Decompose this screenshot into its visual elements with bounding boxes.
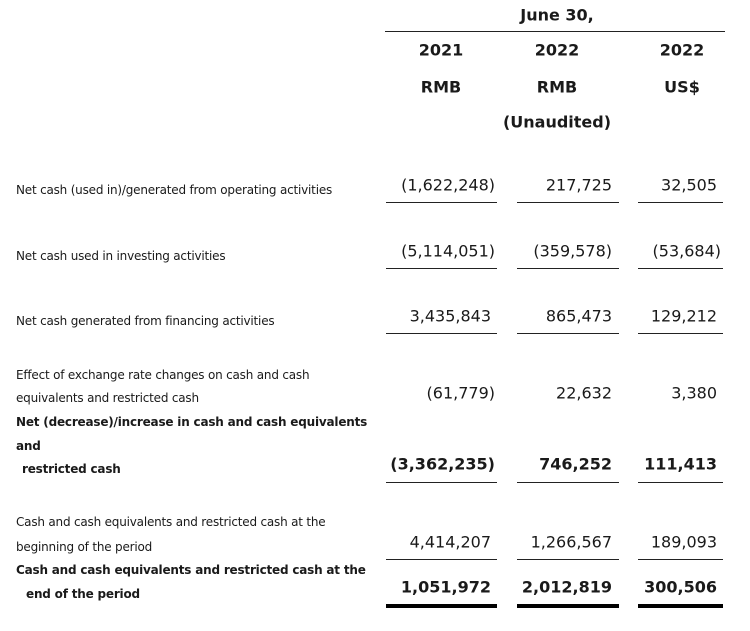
value-beginning-2021: 4,414,207 bbox=[409, 532, 491, 552]
underline bbox=[517, 333, 619, 334]
value-end-2022-rmb: 2,012,819 bbox=[521, 577, 612, 597]
period-header: June 30, bbox=[520, 5, 594, 25]
value-exchange-2022-rmb: 22,632 bbox=[556, 383, 612, 403]
total-underline bbox=[517, 604, 619, 608]
row-label-net-change: Net (decrease)/increase in cash and cash equivalents bbox=[16, 415, 368, 429]
value-beginning-2022-rmb: 1,266,567 bbox=[530, 532, 612, 552]
underline bbox=[386, 559, 497, 560]
row-label-end: Cash and cash equivalents and restricted cash at the bbox=[16, 563, 366, 577]
underline bbox=[386, 202, 497, 203]
col-2021-year: 2021 bbox=[418, 40, 464, 60]
row-label-exchange: Effect of exchange rate changes on cash and cash bbox=[16, 368, 310, 382]
underline bbox=[638, 268, 723, 269]
row-label-investing: Net cash used in investing activities bbox=[16, 249, 226, 263]
underline bbox=[386, 333, 497, 334]
value-financing-2021: 3,435,843 bbox=[409, 306, 491, 326]
value-exchange-2022-usd: 3,380 bbox=[671, 383, 717, 403]
col-2022-rmb-currency: RMB bbox=[536, 77, 578, 97]
underline bbox=[517, 559, 619, 560]
row-label-end-cont: end of the period bbox=[26, 587, 140, 601]
value-beginning-2022-usd: 189,093 bbox=[650, 532, 717, 552]
row-label-operating: Net cash (used in)/generated from operating activities bbox=[16, 183, 333, 197]
value-end-2022-usd: 300,506 bbox=[644, 577, 717, 597]
row-label-financing: Net cash generated from financing activities bbox=[16, 314, 275, 328]
col-2022-usd-year: 2022 bbox=[659, 40, 705, 60]
value-exchange-2021: (61,779) bbox=[426, 383, 495, 403]
underline bbox=[638, 333, 723, 334]
row-label-net-change-cont2: restricted cash bbox=[22, 462, 121, 476]
value-end-2021: 1,051,972 bbox=[400, 577, 491, 597]
value-financing-2022-rmb: 865,473 bbox=[545, 306, 612, 326]
underline bbox=[386, 482, 497, 483]
underline bbox=[517, 202, 619, 203]
underline bbox=[638, 559, 723, 560]
row-label-beginning-cont: beginning of the period bbox=[16, 540, 153, 554]
underline bbox=[386, 268, 497, 269]
total-underline bbox=[638, 604, 723, 608]
underline bbox=[517, 482, 619, 483]
value-investing-2022-usd: (53,684) bbox=[652, 241, 721, 261]
value-operating-2022-usd: 32,505 bbox=[661, 175, 717, 195]
value-operating-2022-rmb: 217,725 bbox=[545, 175, 612, 195]
underline bbox=[638, 482, 723, 483]
row-label-net-change-cont: and bbox=[16, 439, 41, 453]
value-net-change-2022-rmb: 746,252 bbox=[539, 454, 612, 474]
row-label-exchange-cont: equivalents and restricted cash bbox=[16, 391, 199, 405]
value-investing-2022-rmb: (359,578) bbox=[533, 241, 612, 261]
value-investing-2021: (5,114,051) bbox=[401, 241, 495, 261]
value-financing-2022-usd: 129,212 bbox=[650, 306, 717, 326]
unaudited-note: (Unaudited) bbox=[502, 112, 612, 132]
value-operating-2021: (1,622,248) bbox=[401, 175, 495, 195]
underline bbox=[638, 202, 723, 203]
value-net-change-2021: (3,362,235) bbox=[390, 454, 495, 474]
col-2022-rmb-year: 2022 bbox=[534, 40, 580, 60]
row-label-beginning: Cash and cash equivalents and restricted cash at the bbox=[16, 515, 326, 529]
col-2021-currency: RMB bbox=[420, 77, 462, 97]
col-2022-usd-currency: US$ bbox=[664, 77, 700, 97]
header-divider bbox=[385, 31, 725, 32]
value-net-change-2022-usd: 111,413 bbox=[644, 454, 717, 474]
underline bbox=[517, 268, 619, 269]
total-underline bbox=[386, 604, 497, 608]
